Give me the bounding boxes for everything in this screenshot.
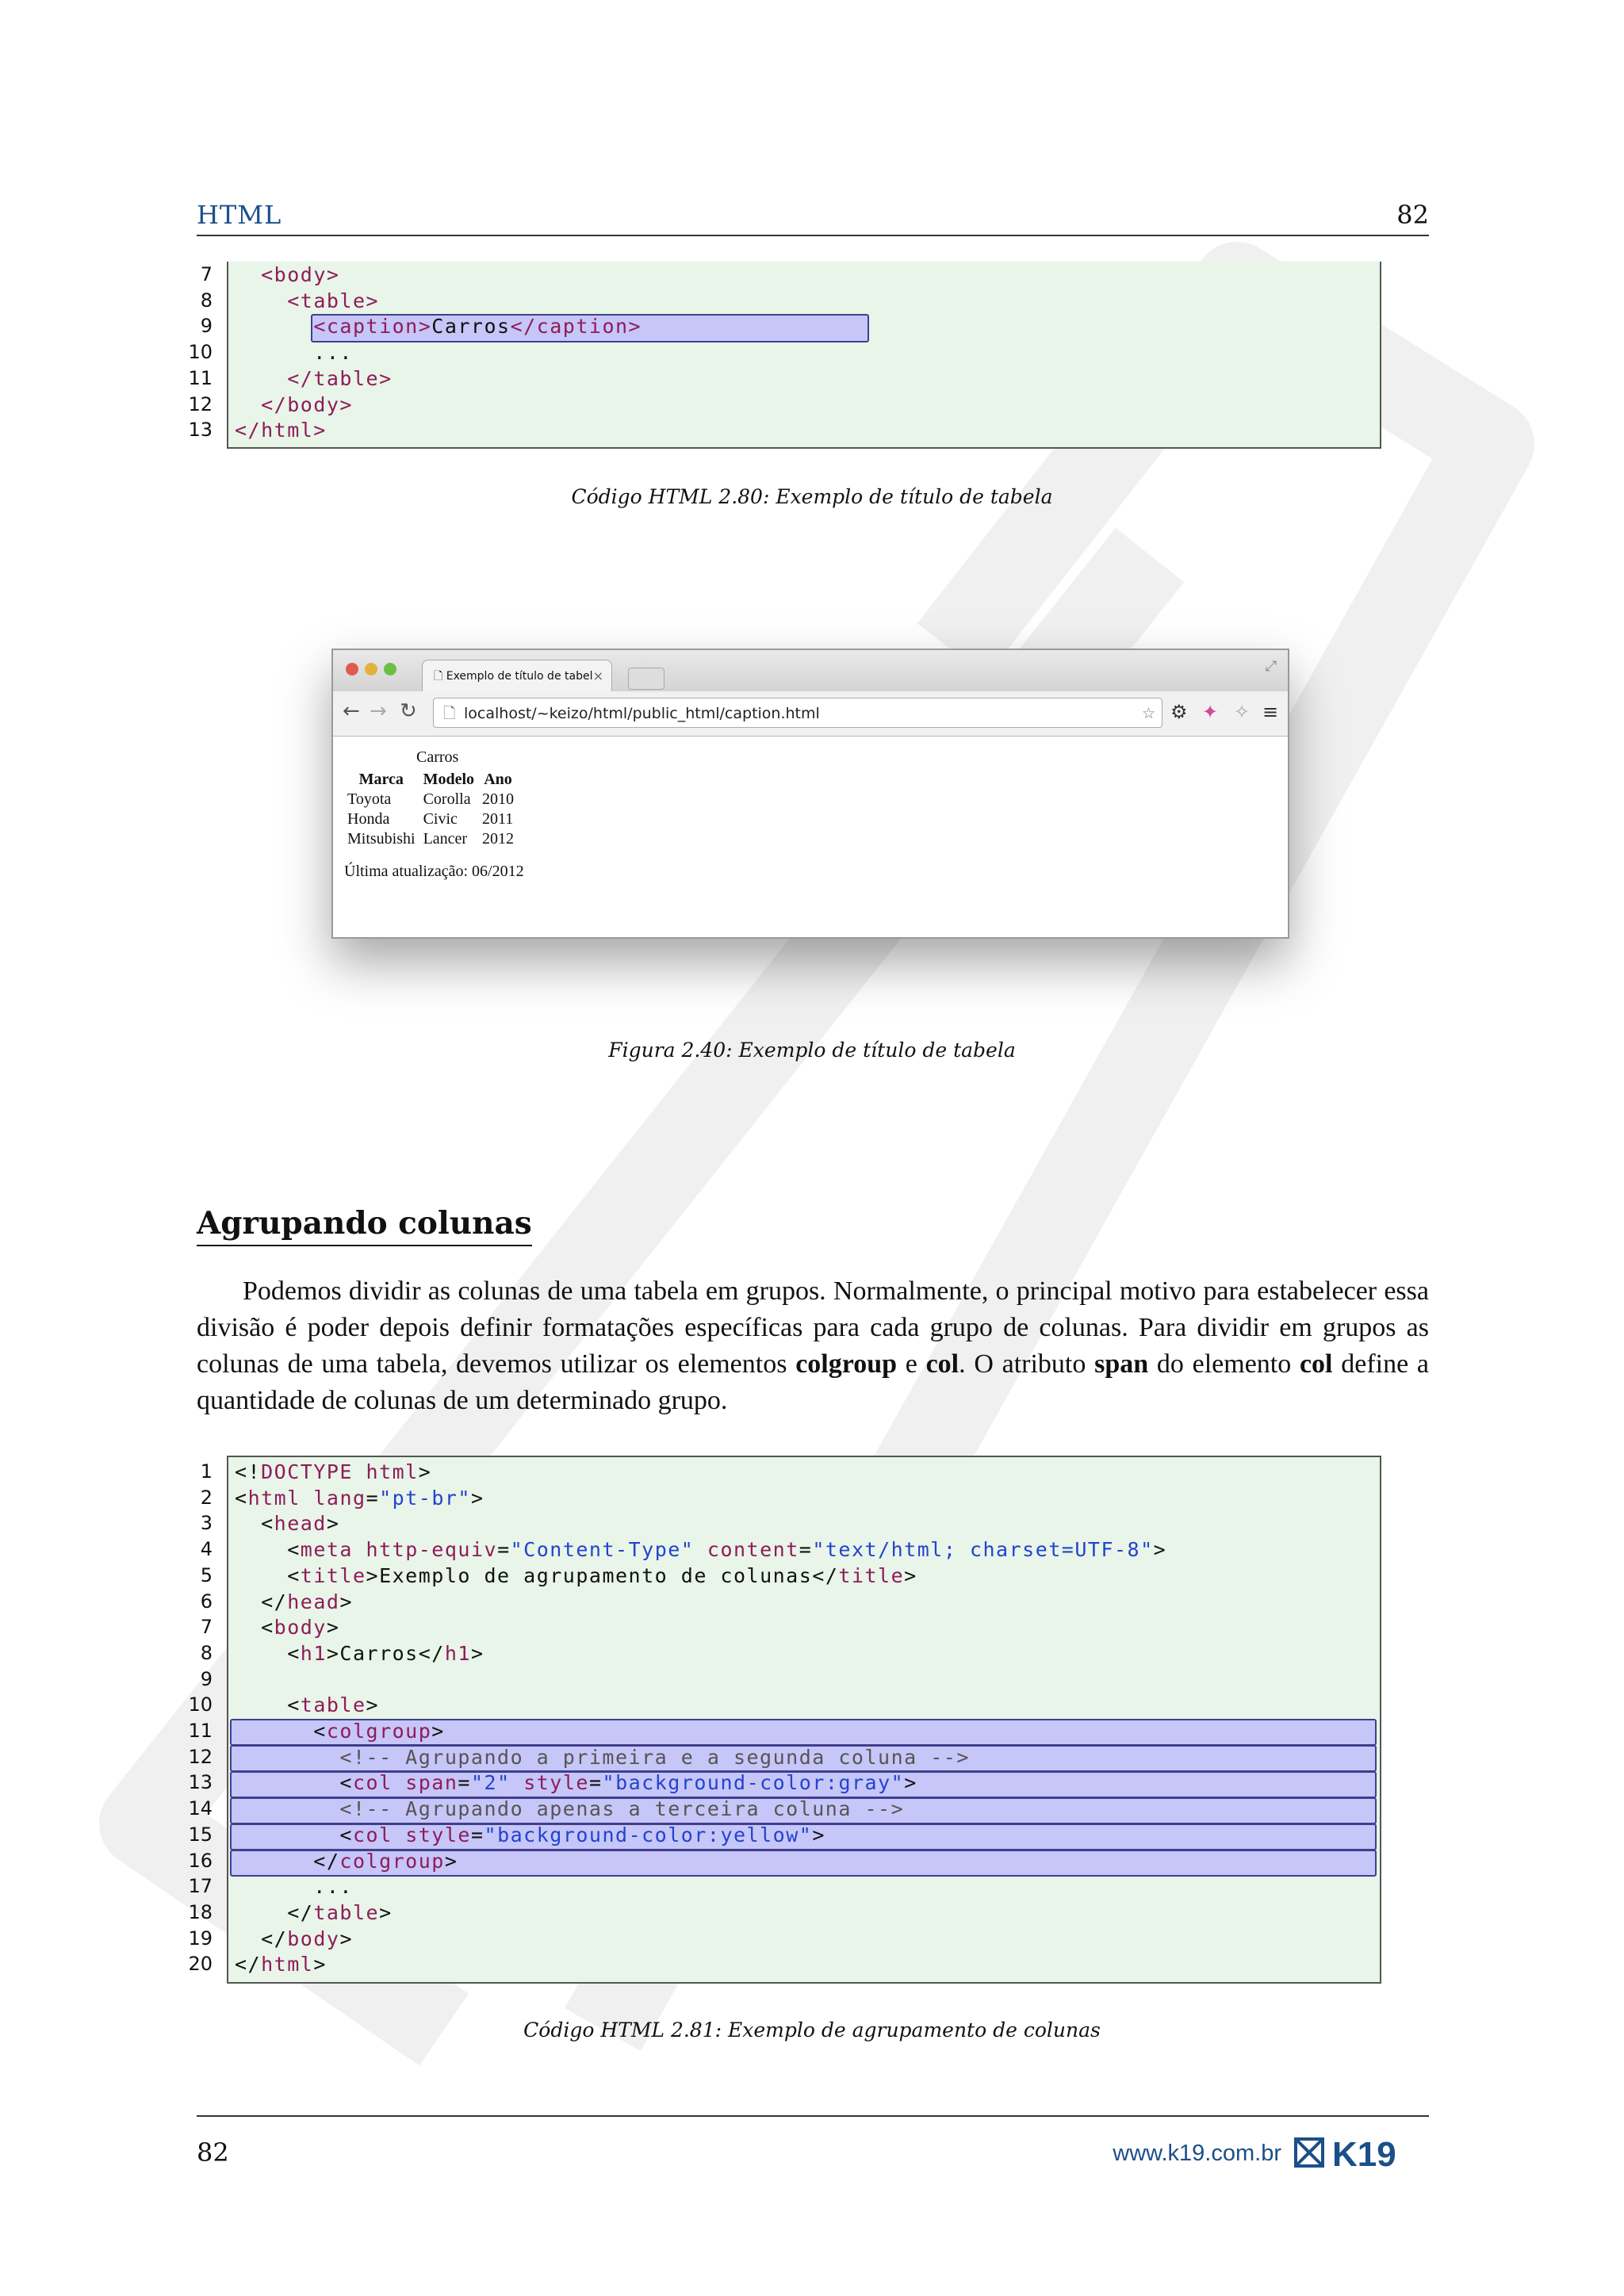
code-text: <body> bbox=[235, 1616, 340, 1640]
code-line bbox=[200, 1640, 1380, 1667]
table-cell: Toyota bbox=[347, 790, 392, 808]
code-block-1 bbox=[188, 262, 1381, 449]
code-text: ... bbox=[235, 1875, 353, 1899]
line-number: 16 bbox=[188, 1849, 213, 1872]
address-bar[interactable] bbox=[433, 698, 1162, 728]
line-number: 13 bbox=[188, 1771, 213, 1794]
line-number: 19 bbox=[188, 1927, 213, 1950]
table-cell: 2011 bbox=[482, 810, 514, 828]
code-line bbox=[188, 1770, 1380, 1796]
table-cell: Lancer bbox=[423, 830, 468, 848]
line-number: 10 bbox=[188, 341, 213, 364]
code-text: <html lang="pt-br"> bbox=[235, 1486, 485, 1510]
line-number: 8 bbox=[200, 289, 213, 312]
table-header-cell: Marca bbox=[358, 771, 404, 788]
line-number: 9 bbox=[200, 315, 213, 338]
table-footer-note: Última atualização: 06/2012 bbox=[344, 863, 524, 880]
code-text: <head> bbox=[235, 1512, 340, 1536]
table-row bbox=[346, 790, 515, 809]
code-line bbox=[188, 1718, 1380, 1744]
line-number: 13 bbox=[188, 419, 213, 442]
paragraph-text: define a quantidade de colunas de um determinado grupo. bbox=[197, 1349, 1430, 1415]
line-number: 15 bbox=[188, 1823, 213, 1846]
code-line bbox=[200, 1589, 1380, 1615]
menu-icon[interactable]: ≡ bbox=[1262, 701, 1279, 723]
code-text: <meta http-equiv="Content-Type" content="text/html; charset=UTF-8"> bbox=[235, 1538, 1167, 1562]
url-text: localhost/~keizo/html/public_html/caption.html bbox=[464, 705, 820, 722]
code-line bbox=[200, 262, 1380, 288]
page-header bbox=[197, 197, 1429, 236]
table-cell: Corolla bbox=[423, 790, 471, 808]
code-text: <col span="2" style="background-color:gray"> bbox=[235, 1771, 917, 1795]
code-line bbox=[200, 1536, 1380, 1563]
browser-tabbar bbox=[333, 650, 1288, 691]
line-number: 9 bbox=[200, 1667, 213, 1690]
code-line bbox=[188, 1873, 1380, 1900]
close-window-icon[interactable] bbox=[346, 663, 358, 675]
paragraph-text: do elemento bbox=[1148, 1349, 1300, 1379]
code-line bbox=[200, 1510, 1380, 1536]
code-text: <!-- Agrupando a primeira e a segunda coluna --> bbox=[235, 1745, 970, 1769]
back-icon[interactable]: ← bbox=[343, 699, 360, 723]
line-number: 14 bbox=[188, 1797, 213, 1820]
code-text: </html> bbox=[235, 419, 327, 442]
code-text: </table> bbox=[235, 1900, 393, 1924]
code-text: <!DOCTYPE html> bbox=[235, 1460, 432, 1483]
table-header-cell: Modelo bbox=[423, 771, 475, 788]
code-line bbox=[188, 1951, 1380, 1977]
page-icon: 🗋 bbox=[443, 705, 456, 722]
line-number: 3 bbox=[200, 1512, 213, 1535]
table-cell: 2010 bbox=[482, 790, 515, 808]
code-line bbox=[200, 1614, 1380, 1640]
code-line bbox=[188, 1848, 1380, 1874]
page-footer bbox=[197, 2115, 1429, 2180]
code-text: </head> bbox=[235, 1590, 353, 1613]
code-caption-2: Código HTML 2.81: Exemplo de agrupamento de colunas bbox=[523, 2019, 1101, 2042]
figure-caption: Figura 2.40: Exemplo de título de tabela bbox=[608, 1039, 1016, 1062]
line-number: 10 bbox=[188, 1693, 213, 1716]
reload-icon[interactable]: ↻ bbox=[400, 699, 417, 723]
code-line bbox=[200, 1485, 1380, 1511]
code-line bbox=[188, 392, 1380, 418]
code-line bbox=[200, 1459, 1380, 1485]
code-text: <colgroup> bbox=[235, 1720, 445, 1743]
cars-table bbox=[341, 769, 520, 850]
code-text: <col style="background-color:yellow"> bbox=[235, 1823, 825, 1846]
extension-icon[interactable]: ✦ bbox=[1202, 701, 1219, 723]
table-row bbox=[346, 810, 515, 828]
code-line bbox=[200, 288, 1380, 314]
code-line bbox=[188, 417, 1380, 443]
code-text: </body> bbox=[235, 1927, 353, 1950]
line-number: 8 bbox=[200, 1641, 213, 1664]
line-number: 6 bbox=[200, 1590, 213, 1613]
browser-window bbox=[331, 649, 1289, 939]
code-line bbox=[188, 1900, 1380, 1926]
k19-logo bbox=[1294, 2133, 1429, 2172]
forward-icon[interactable]: → bbox=[370, 699, 387, 723]
line-number: 1 bbox=[200, 1460, 213, 1483]
code-text: <table> bbox=[287, 289, 380, 312]
maximize-window-icon[interactable] bbox=[384, 663, 396, 675]
code-block-2 bbox=[188, 1456, 1381, 1984]
bold-term: col bbox=[925, 1349, 959, 1379]
line-number: 4 bbox=[200, 1538, 213, 1561]
browser-page-content bbox=[333, 736, 1288, 937]
header-page-number: 82 bbox=[1396, 200, 1429, 230]
browser-tab[interactable] bbox=[422, 660, 612, 691]
line-number: 7 bbox=[200, 263, 213, 285]
code-caption-1: Código HTML 2.80: Exemplo de título de tabela bbox=[571, 485, 1053, 508]
section-title: Agrupando colunas bbox=[197, 1205, 532, 1246]
line-number: 12 bbox=[188, 1745, 213, 1768]
code-text: <!-- Agrupando apenas a terceira coluna --> bbox=[235, 1797, 905, 1821]
code-text: <body> bbox=[261, 263, 340, 286]
code-line bbox=[200, 1667, 1380, 1693]
table-cell: Mitsubishi bbox=[347, 830, 416, 848]
code-line bbox=[200, 313, 1380, 339]
code-text: <h1>Carros</h1> bbox=[235, 1641, 485, 1665]
code-line bbox=[188, 1796, 1380, 1822]
line-number: 7 bbox=[200, 1616, 213, 1639]
code-line bbox=[188, 365, 1380, 392]
code-line bbox=[188, 1744, 1380, 1770]
line-number: 5 bbox=[200, 1563, 213, 1586]
table-cell: Honda bbox=[347, 810, 390, 828]
table-cell: 2012 bbox=[482, 830, 515, 848]
footer-url: www.k19.com.br bbox=[1113, 2141, 1281, 2166]
page-icon: 🗋 bbox=[434, 670, 446, 683]
line-number: 17 bbox=[188, 1875, 213, 1898]
code-text: </colgroup> bbox=[235, 1849, 458, 1873]
browser-toolbar bbox=[333, 691, 1288, 737]
table-row bbox=[346, 830, 515, 848]
line-number: 2 bbox=[200, 1486, 213, 1509]
gear-icon[interactable]: ⚙ bbox=[1170, 701, 1188, 723]
table-cell: Civic bbox=[423, 810, 458, 828]
line-number: 11 bbox=[188, 1720, 213, 1742]
code-line bbox=[188, 1822, 1380, 1848]
code-line bbox=[188, 1692, 1380, 1718]
line-number: 18 bbox=[188, 1900, 213, 1923]
code-text: </body> bbox=[261, 392, 353, 416]
star-icon[interactable]: ☆ bbox=[1141, 705, 1155, 722]
code-line bbox=[188, 339, 1380, 365]
code-line bbox=[188, 1926, 1380, 1952]
tab-title: Exemplo de título de tabel bbox=[446, 670, 593, 683]
code-text: </table> bbox=[287, 366, 393, 390]
table-caption: Carros bbox=[416, 748, 459, 766]
line-number: 11 bbox=[188, 366, 213, 389]
section-paragraph bbox=[197, 1273, 1429, 1419]
new-tab-button[interactable] bbox=[628, 668, 665, 690]
tab-close-icon[interactable]: × bbox=[592, 668, 603, 683]
bold-term: col bbox=[1299, 1349, 1333, 1379]
extension-icon-2[interactable]: ✧ bbox=[1234, 701, 1251, 723]
header-title: HTML bbox=[197, 200, 282, 230]
bold-term: span bbox=[1094, 1349, 1149, 1379]
paragraph-text: Podemos dividir as colunas de uma tabela em grupos. Normalmente, o principal motivo para estabelecer essa divisão é poder depois definir formatações específicas para cada grupo de colunas. Para dividir em grupos as colunas de uma tabela, devemos utilizar os elementos bbox=[197, 1276, 1429, 1379]
code-text: </html> bbox=[235, 1953, 327, 1976]
code-text: ... bbox=[235, 341, 353, 365]
code-line bbox=[200, 1563, 1380, 1589]
code-text: <title>Exemplo de agrupamento de colunas</title> bbox=[235, 1563, 917, 1587]
paragraph-text: e bbox=[897, 1349, 926, 1379]
logo-text: K19 bbox=[1332, 2135, 1396, 2172]
code-text: <table> bbox=[235, 1693, 380, 1717]
line-number: 12 bbox=[188, 392, 213, 415]
bold-term: colgroup bbox=[795, 1349, 898, 1379]
paragraph-text: . O atributo bbox=[959, 1349, 1095, 1379]
code-text: <caption>Carros</caption> bbox=[313, 315, 642, 339]
fullscreen-icon[interactable]: ⤢ bbox=[1265, 658, 1277, 675]
table-header-cell: Ano bbox=[484, 771, 512, 788]
line-number: 20 bbox=[188, 1953, 213, 1976]
footer-page-number: 82 bbox=[197, 2137, 229, 2168]
minimize-window-icon[interactable] bbox=[365, 663, 377, 675]
